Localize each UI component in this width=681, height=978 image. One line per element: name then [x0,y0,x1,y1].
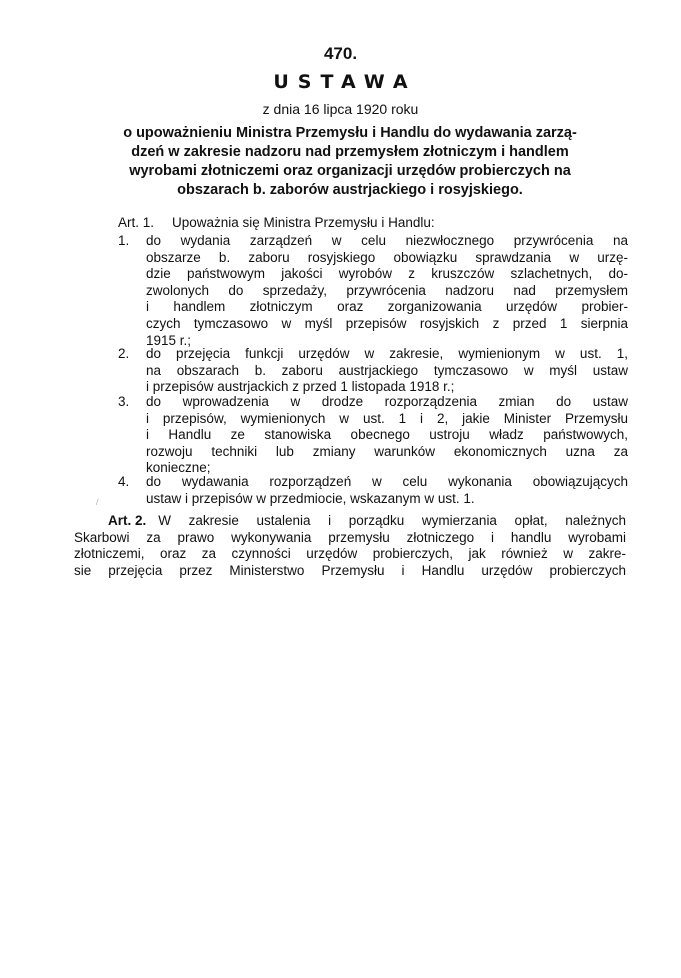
article-2-first-text: W zakresie ustalenia i porządku wymierzania opłat, należnych [158,513,626,528]
article-1-label: Art. 1. [118,215,155,230]
item-line: 1915 r.; [146,332,192,348]
item-line: dzie państwowym jakości wyrobów z kruszczów szlachetnych, do- [146,266,628,282]
item-line: i przepisów austrjackich z przed 1 listopada 1918 r.; [146,379,455,395]
item-line: i handlem złotniczym oraz zorganizowania urzędów probier- [146,299,628,315]
item-line: na obszarach b. zaboru austrjackiego tymczasowo w myśl ustaw [146,362,628,378]
article-2-line: złotniczemi, oraz za czynności urzędów probierczych, jak również w zakre- [74,546,626,562]
article-2-line: sie przejęcia przez Ministerstwo Przemysłu i Handlu urzędów probierczych [74,562,626,578]
article-2-line: Skarbowi za prawo wykonywania przemysłu złotniczego i handlu wyrobami [74,529,626,545]
item-number: 4. [118,474,130,489]
item-line: do wprowadzenia w drodze rozporządzenia zmian do ustaw [146,394,628,409]
item-line: ustaw i przepisów w przedmiocie, wskazanym w ust. 1. [146,490,475,506]
item-line: i przepisów, wymienionych w ust. 1 i 2, jakie Minister Przemysłu [146,410,628,426]
article-2-first-line [74,513,626,530]
subtitle-line: dzeń w zakresie nadzoru nad przemysłem złotniczym i handlem [131,144,569,160]
article-1-heading [118,215,628,232]
item-line: konieczne; [146,460,211,476]
item-number: 2. [118,346,130,361]
document-date: z dnia 16 lipca 1920 roku [262,101,419,117]
stray-mark: / [96,497,99,507]
document-title: USTAWA [273,71,417,93]
item-number: 3. [118,394,130,409]
item-line: do przejęcia funkcji urzędów w zakresie, wymienionym w ust. 1, [146,346,628,361]
item-line: i Handlu ze stanowiska obecnego ustroju władz państwowych, [146,427,628,443]
subtitle-line: obszarach b. zaborów austrjackiego i rosyjskiego. [177,182,523,198]
item-text [146,233,628,349]
item-text [146,346,628,396]
item-line: do wydawania rozporządzeń w celu wykonania obowiązujących [146,474,628,489]
article-1-intro: Upoważnia się Ministra Przemysłu i Handlu: [172,215,435,230]
article-2 [74,513,626,579]
document-subtitle [74,124,626,200]
item-line: do wydania zarządzeń w celu niezwłocznego przywrócenia na [146,233,628,248]
subtitle-line: o upoważnieniu Ministra Przemysłu i Handlu do wydawania zarzą- [123,125,577,141]
item-text [146,474,628,507]
subtitle-line: wyrobami złotniczemi oraz organizacji urzędów probierczych na [129,163,571,179]
article-2-label: Art. 2. [108,513,147,528]
item-line: obszarze b. zaboru rosyjskiego obowiązku sprawdzania w urzę- [146,249,628,265]
item-text [146,394,628,477]
item-number: 1. [118,233,130,248]
item-line: rozwoju techniki lub zmiany warunków ekonomicznych uzna za [146,443,628,459]
document-number: 470. [323,44,358,63]
item-line: czych tymczasowo w myśl przepisów rosyjskich z przed 1 sierpnia [146,315,628,331]
item-line: zwolonych do sprzedaży, przywrócenia nadzoru nad przemysłem [146,282,628,298]
